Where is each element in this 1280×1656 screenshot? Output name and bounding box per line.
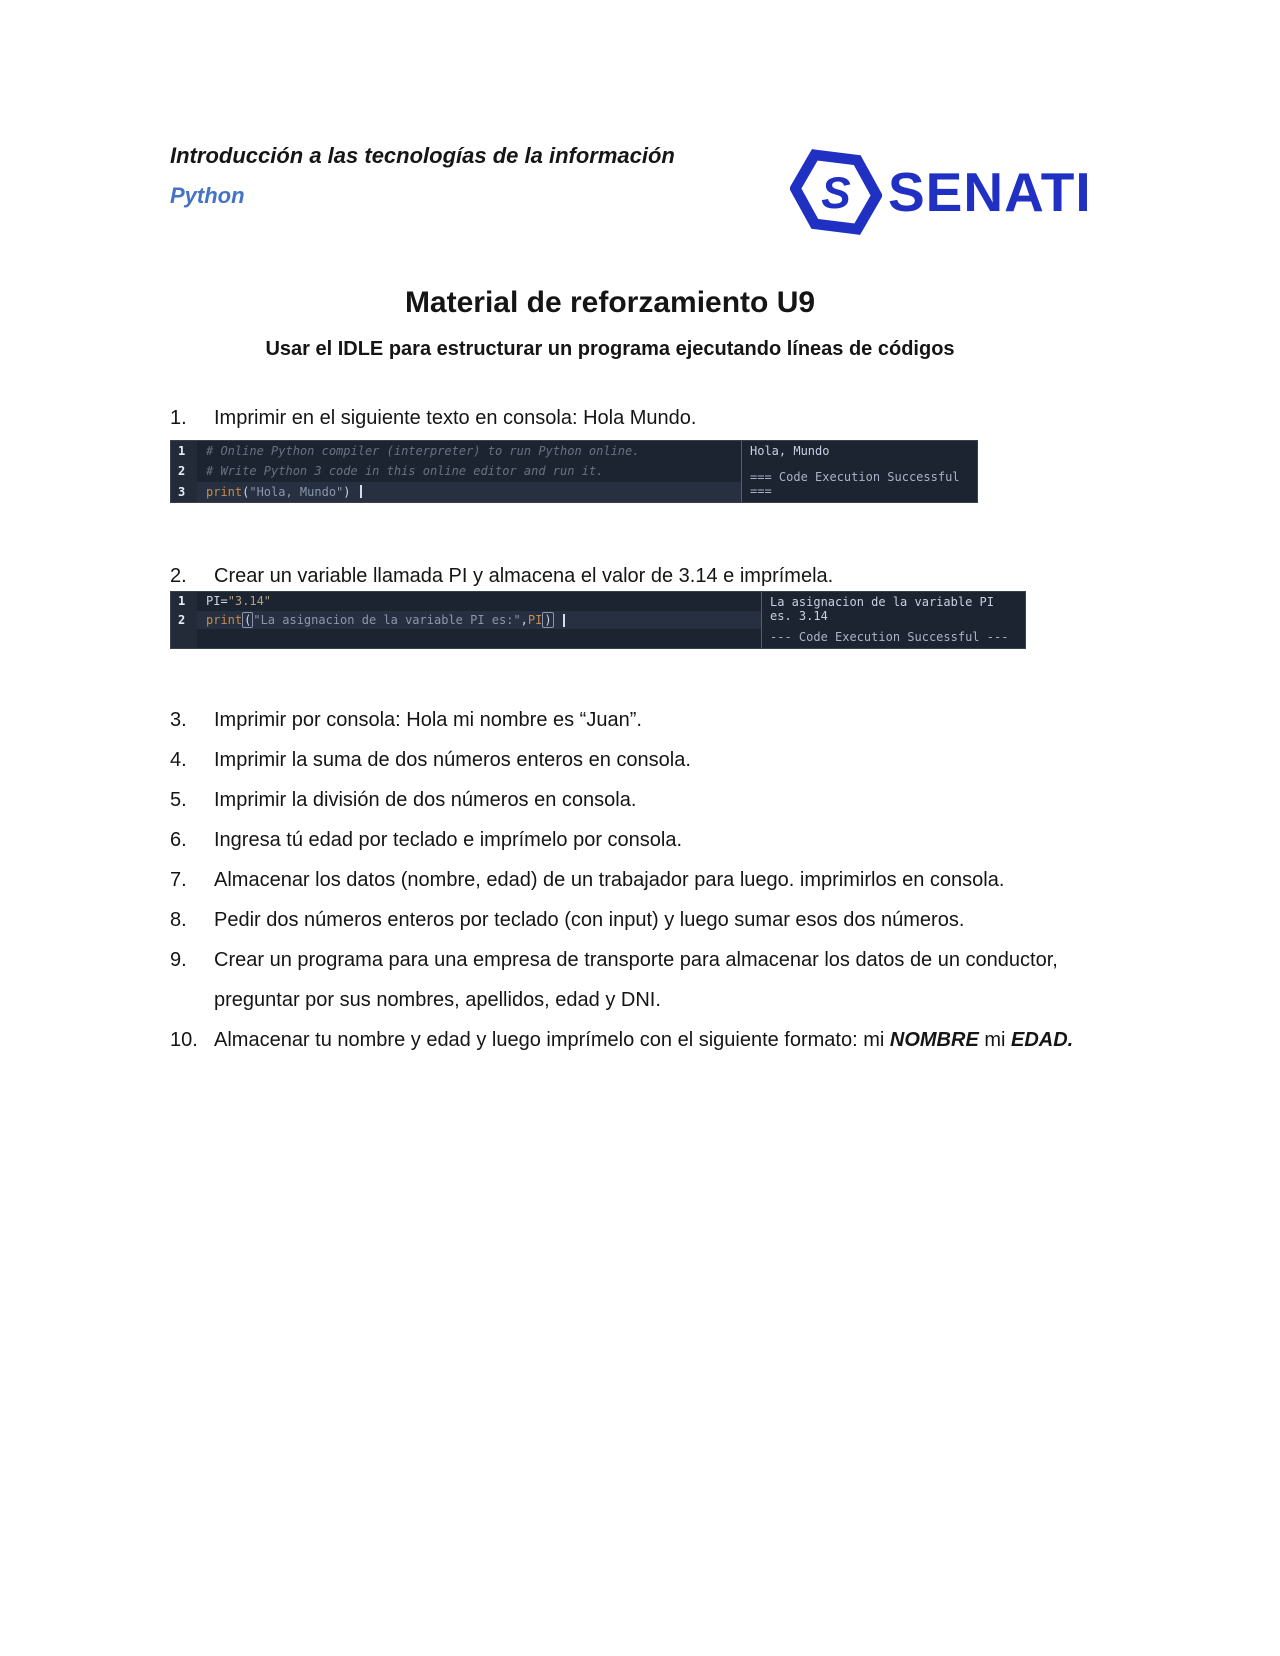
console-status: --- Code Execution Successful ---: [770, 630, 1009, 644]
exercise-item-6: [170, 820, 1082, 860]
item-number: 1.: [170, 407, 187, 429]
item-text: Imprimir la división de dos números en consola.: [214, 789, 637, 811]
item-text: Crear un programa para una empresa de transporte para almacenar los datos de un conductor, preguntar por sus nombres, apellidos, edad y DNI.: [214, 949, 1058, 1011]
string-token: "Hola, Mundo": [249, 484, 344, 499]
code-line: [171, 461, 741, 481]
item-number: 2.: [170, 565, 187, 587]
item-text-bold: EDAD.: [1011, 1029, 1074, 1051]
code-screenshot-1: [170, 440, 978, 503]
exercise-list: [170, 700, 1082, 1060]
item-text-mid: mi: [978, 1029, 1011, 1051]
line-number-empty: [171, 629, 197, 648]
code-statement: [197, 594, 271, 608]
line-number: 1: [171, 592, 197, 611]
course-subject: Python: [170, 183, 245, 208]
code-line: [171, 441, 741, 461]
exercise-item-10: [170, 1020, 1082, 1060]
line-number: 3: [171, 482, 197, 502]
argument-token: PI: [527, 613, 543, 627]
console-output: Hola, Mundo: [750, 444, 830, 458]
code-line-active: [171, 482, 741, 502]
string-token: "La asignacion de la variable PI es:": [253, 613, 521, 627]
code-screenshot-2: [170, 591, 1026, 649]
item-text-prefix: Almacenar tu nombre y edad y luego imprímelo con el siguiente formato: mi: [214, 1029, 890, 1051]
item-number: 5.: [170, 789, 187, 811]
item-text: [214, 1020, 1082, 1060]
line-number: 2: [171, 611, 197, 630]
code-editor-1: [171, 441, 741, 502]
item-number: 6.: [170, 829, 187, 851]
exercise-item-3: [170, 700, 1082, 740]
item-text: Ingresa tú edad por teclado e imprímelo por consola.: [214, 829, 683, 851]
item-text: Imprimir por consola: Hola mi nombre es “Juan”.: [214, 709, 642, 731]
console-status: === Code Execution Successful ===: [750, 470, 960, 498]
text-cursor: [563, 614, 565, 627]
exercise-item-4: [170, 740, 1082, 780]
senati-logo: [790, 146, 1090, 238]
item-text-bold: NOMBRE: [889, 1029, 979, 1051]
item-number: 9.: [170, 949, 187, 971]
svg-text:S: S: [821, 168, 851, 218]
line-number: 1: [171, 441, 197, 461]
code-statement: [197, 612, 565, 628]
string-token: "3.14": [227, 594, 272, 609]
code-line-empty: [171, 629, 761, 648]
item-number: 7.: [170, 869, 187, 891]
exercise-item-7: [170, 860, 1082, 900]
keyword-token: print: [206, 484, 243, 499]
item-number: 4.: [170, 749, 187, 771]
senati-wordmark: SENATI: [888, 160, 1092, 223]
exercise-item-2: [170, 556, 1082, 596]
variable-token: PI: [206, 594, 221, 609]
item-text: Crear un variable llamada PI y almacena el valor de 3.14 e imprímela.: [214, 565, 834, 587]
item-text: Imprimir la suma de dos números enteros en consola.: [214, 749, 691, 771]
item-number: 10.: [170, 1029, 198, 1051]
item-text: Almacenar los datos (nombre, edad) de un trabajador para luego. imprimirlos en consola.: [214, 869, 1005, 891]
item-text: Imprimir en el siguiente texto en consola: Hola Mundo.: [214, 407, 697, 429]
item-text: Pedir dos números enteros por teclado (con input) y luego sumar esos dos números.: [214, 909, 965, 931]
page-subtitle: Usar el IDLE para estructurar un programa ejecutando líneas de códigos: [265, 338, 955, 360]
console-output: La asignacion de la variable PI es. 3.14: [770, 595, 994, 623]
course-title: Introducción a las tecnologías de la información: [170, 143, 675, 168]
paren-token-matched: ): [544, 613, 552, 627]
page-title: Material de reforzamiento U9: [404, 286, 816, 319]
exercise-item-1: [170, 398, 1082, 438]
code-editor-2: [171, 592, 761, 648]
paren-token-matched: (: [244, 613, 252, 627]
paren-token: ): [343, 484, 351, 499]
item-number: 8.: [170, 909, 187, 931]
paren-token: (: [242, 484, 250, 499]
item-number: 3.: [170, 709, 187, 731]
code-statement: [197, 485, 362, 499]
code-console-2: [761, 592, 1025, 648]
exercise-item-5: [170, 780, 1082, 820]
comma-token: ,: [520, 613, 528, 627]
code-line: [171, 592, 761, 611]
keyword-token: print: [206, 613, 243, 627]
exercise-item-9: [170, 940, 1082, 1020]
code-console-1: [741, 441, 977, 502]
code-comment: # Write Python 3 code in this online editor and run it.: [206, 464, 604, 479]
exercise-item-8: [170, 900, 1082, 940]
code-line-active: [171, 611, 761, 630]
code-comment: # Online Python compiler (interpreter) to run Python online.: [206, 444, 640, 459]
operator-token: =: [220, 594, 228, 609]
text-cursor: [360, 485, 362, 498]
line-number: 2: [171, 461, 197, 481]
senati-hexagon-icon: [790, 149, 882, 235]
